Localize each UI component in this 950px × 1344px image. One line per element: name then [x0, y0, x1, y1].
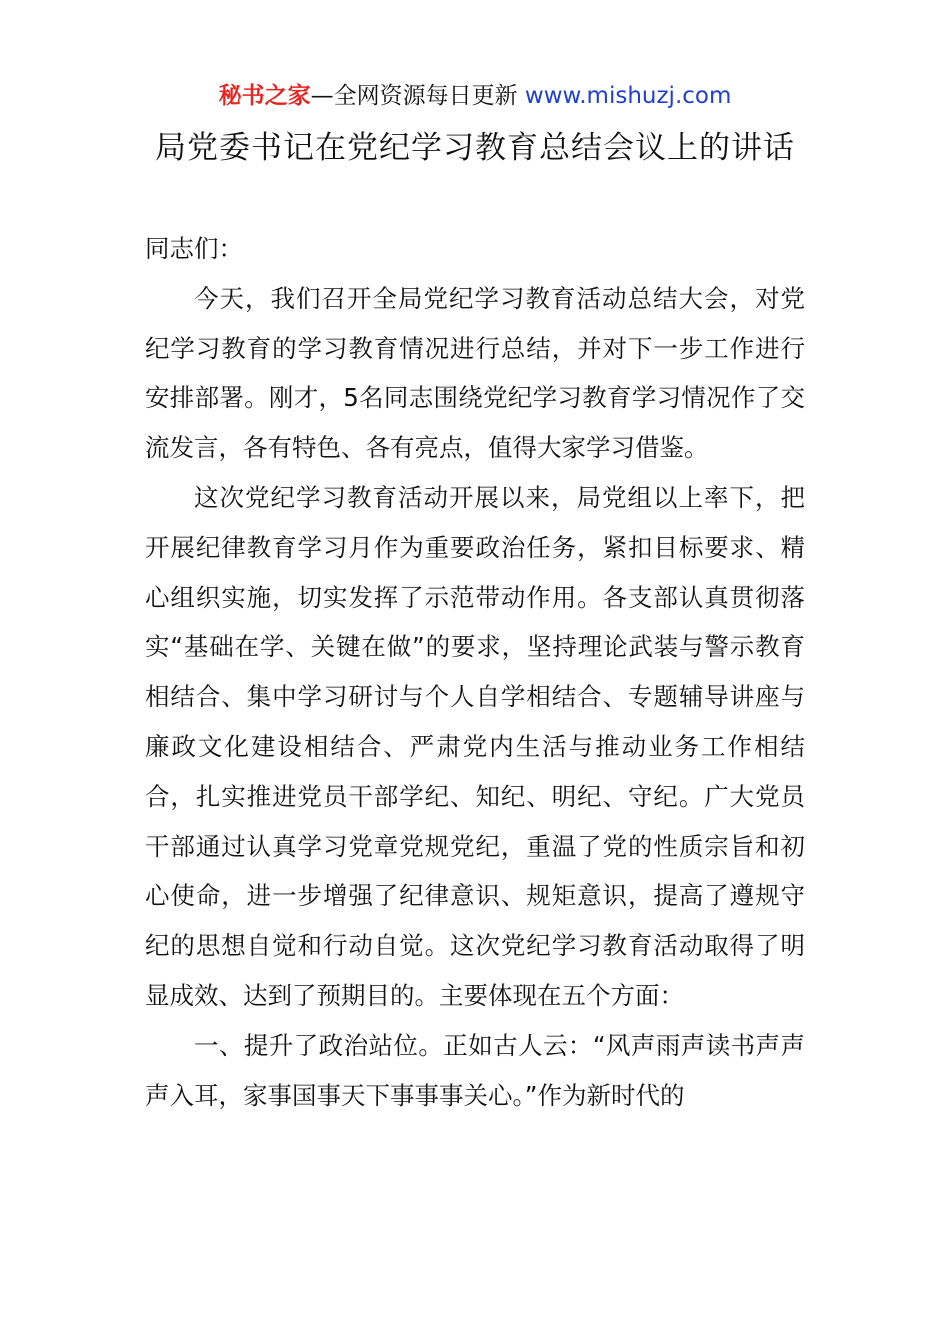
banner-tagline: —全网资源每日更新 [310, 83, 525, 109]
paragraph-1: 今天，我们召开全局党纪学习教育活动总结大会，对党纪学习教育的学习教育情况进行总结，并对下一步工作进行安排部署。刚才，5名同志围绕党纪学习教育学习情况作了交流发言，各有特色、各有亮点，值得大家学习借鉴。 [145, 283, 805, 463]
brand-name: 秘书之家 [218, 83, 311, 109]
document-body [145, 224, 805, 1120]
site-banner [0, 80, 950, 112]
salutation: 同志们： [145, 234, 243, 263]
document-title: 局党委书记在党纪学习教育总结会议上的讲话 [155, 130, 795, 166]
paragraph-3: 一、提升了政治站位。正如古人云：“风声雨声读书声声声入耳，家事国事天下事事事关心。”作为新时代的 [145, 1030, 805, 1110]
paragraph-2: 这次党纪学习教育活动开展以来，局党组以上率下，把开展纪律教育学习月作为重要政治任务，紧扣目标要求、精心组织实施，切实发挥了示范带动作用。各支部认真贯彻落实“基础在学、关键在做”的要求，坚持理论武装与警示教育相结合、集中学习研讨与个人自学相结合、专题辅导讲座与廉政文化建设相结合、严肃党内生活与推动业务工作相结合，扎实推进党员干部学纪、知纪、明纪、守纪。广大党员干部通过认真学习党章党规党纪，重温了党的性质宗旨和初心使命，进一步增强了纪律意识、规矩意识，提高了遵规守纪的思想自觉和行动自觉。这次党纪学习教育活动取得了明显成效、达到了预期目的。主要体现在五个方面： [145, 482, 805, 1010]
site-url[interactable]: www.mishuzj.com [524, 83, 732, 109]
